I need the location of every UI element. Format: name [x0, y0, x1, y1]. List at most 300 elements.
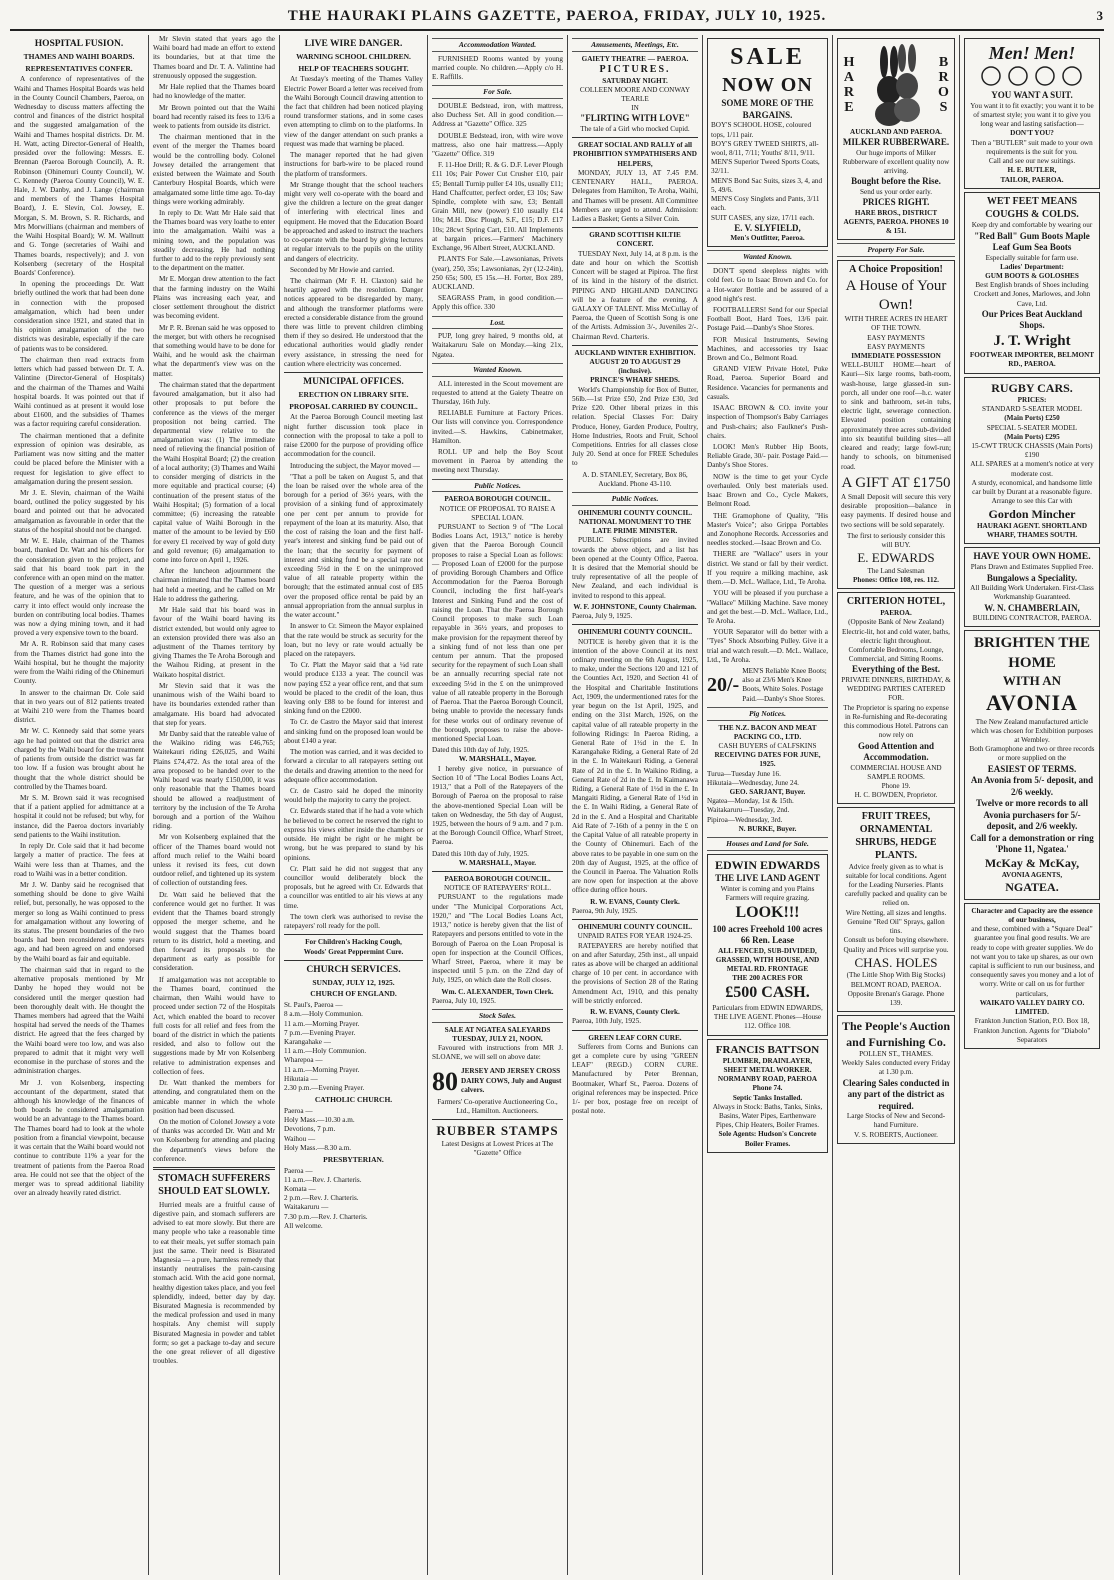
church-name: PRESBYTERIAN.: [323, 1154, 384, 1164]
boots-text: MEN'S Reliable Knee Boots; also at 23/6 Men's Knee Boots, White Soles. Postage Paid.—Danby's Shoe Stores.: [742, 667, 827, 703]
kiltie-heading: GRAND SCOTTISH KILTIE CONCERT.: [589, 231, 681, 249]
sale-item: BOY'S SCHOOL HOSE, coloured tops, 1/11 pair.: [711, 121, 812, 139]
church-line: Holy Mass.—10.30 a.m.: [284, 1116, 355, 1125]
avonia-easiest: EASIEST OF TERMS.: [987, 763, 1077, 774]
ohinemuri3-text: RATEPAYERS are hereby notified that on and after Saturday, 25th inst., all unpaid rates as above will be charged an additional charge of 10 per cent. in accordance with the provisions of Section 28 of the Rating Amendment Act, 1910, and this penalty will be strictly enforced.: [572, 941, 698, 1005]
avonia-text: The New Zealand manufactured article which was chosen for Exhibition purposes at Wembley.: [971, 717, 1093, 744]
gaiety-stars: COLLEEN MOORE AND CONWAY TEARLE: [579, 85, 691, 104]
wright-ad: [964, 192, 1100, 374]
rugby-line: (Main Ports) £295: [1004, 432, 1060, 441]
bacon-line: Ngatea—Monday, 1st & 15th.: [707, 797, 794, 806]
church-line: 2 p.m.—Rev. J. Charteris.: [284, 1194, 359, 1203]
battson-heading: FRANCIS BATTSON: [715, 1043, 820, 1056]
article-paragraph: The chairman mentioned that a definite expression of opinion was desirable, as Parliament was now sitting and the matter could be placed before the Minister with a request for legislation to give effect to amalgamation during the present session.: [14, 431, 144, 486]
live-wire-sub1: WARNING SCHOOL CHILDREN.: [296, 52, 411, 62]
classified-ad: F. 11-Hoe Drill; R. & G. D.F. Lever Plough £11 10s; Pair Power Cut Crusher £10, pair £5; Bentall Turnip puller £4 10s, usually £11; Hand Chaffcutter, perfect order, £3 10s; Saw Spindle, complete with saw, £3; Bentall Grain Mill, new (power) £10 usually £14 10s; M.H. Disc Plough, S.F., £15; D.F. £17 10s; 28cwt Spring Cart, £10. All Implements at bargain prices.—Farmers' Machinery Exchange, 96 Albert Street, AUCKLAND.: [432, 161, 563, 253]
bacon-dates: RECEIVING DATES FOR JUNE, 1925.: [714, 751, 821, 769]
men-dont: DON'T YOU?: [1010, 129, 1054, 138]
auction-clearing: Clearing Sales conducted in any part of the district as required.: [842, 1077, 950, 1111]
section-stock-sales: Stock Sales.: [432, 1009, 563, 1023]
rally-heading: GREAT SOCIAL AND RALLY of all PROHIBITION SYMPATHISERS AND HELPERS,: [573, 141, 697, 168]
butler-ad: [964, 38, 1100, 189]
stock-count: 80: [432, 1066, 458, 1096]
classified-ad: PUP, long grey haired, 9 months old, at Waitakaruru Sale on Monday.—king 21x, Ngatea.: [432, 332, 563, 359]
sale-now-on: NOW ON: [722, 73, 813, 96]
rugby-agent-sub: HAURAKI AGENT. SHORTLAND WHARF, THAMES SOUTH.: [976, 521, 1088, 540]
hospital-fusion-body: [14, 75, 144, 1198]
char-addr: Frankton Junction Station, P.O. Box 18, Frankton Junction. Agents for "Diabolo" Separators: [973, 1017, 1091, 1044]
church-line: Waihou —: [284, 1134, 316, 1143]
avonia-deposit: An Avonia from 5/- deposit, and 2/6 weekly.: [970, 775, 1094, 797]
mckay-sub: AVONIA AGENTS,: [1001, 871, 1063, 880]
criterion-hotel-ad: [837, 592, 955, 804]
classified-ad: NOW is the time to get your Cycle overhauled. Only best materials used. Isaac Brown and Co., Cycle Makers, Belmont Road.: [707, 472, 828, 509]
property-house: A House of Your Own!: [845, 277, 947, 313]
avonia-brighten: BRIGHTEN THE HOME: [973, 635, 1090, 671]
article-paragraph: After the luncheon adjournment the chairman intimated that the Thames board had held a meeting, and he called on Mr Hale to address the gathering.: [153, 567, 275, 603]
article-paragraph: Mr J. von Kolsenberg, inspecting accountant of the department, stated that although his knowledge of the finances of both boards he considered amalgamation would be an advantage to the Thames board. The Thames board had to look at the whole position from a financial viewpoint, because it was certain that the Waihi board would not continue to contribute 11% a year for the treatment of patients from the Paeroa Road area. He could not see that the object of the merger was to spread additional liability over an already heavily rated district.: [14, 1078, 144, 1198]
divider: [284, 934, 423, 935]
sale-sign: E. V. SLYFIELD,: [734, 222, 801, 233]
bacon-line: Pipiroa—Wednesday, 3rd.: [707, 815, 783, 824]
article-paragraph: To Cr. de Castro the Mayor said that interest and sinking fund on the proposed loan would be about £140 a year.: [284, 718, 423, 745]
hospital-fusion-sub1: THAMES AND WAIHI BOARDS.: [23, 52, 135, 62]
column-2: [149, 35, 280, 1575]
peoples-auction-ad: [837, 1015, 955, 1144]
article-paragraph: The chairman then read extracts from letters which had passed between Dr. T. A. Valintine (Director-General of Hospitals) and the chairman of the Thames and Waihi hospital boards. It was pointed out that if Waihi continued as at present it would lose about £1600, and the subsidies of Thames was a factor requiring careful consideration.: [14, 355, 144, 429]
winter-dates: AUGUST 20 TO AUGUST 29 (inclusive).: [589, 358, 681, 376]
classified-ad: LOOK! Men's Rubber Hip Boots, Reliable Grade, 30/- pair. Postage Paid.—Danby's Shoe Stores.: [707, 443, 828, 470]
property-agent-sub: The Land Salesman: [867, 566, 925, 575]
column-6: [703, 35, 833, 1575]
battson-agent: Sole Agents: Hudson's Concrete Boiler Frames.: [718, 1130, 817, 1148]
ohinemuri-sign: W. F. JOHNSTONE, County Chairman.: [573, 602, 697, 611]
winter-heading: AUCKLAND WINTER EXHIBITION.: [574, 348, 696, 357]
divider: [572, 624, 698, 625]
men-text: You want it to fit exactly; you want it to be of smartest style; you want it to give you long wear and lasting satisfaction—: [970, 101, 1094, 129]
classified-ad: GRAND VIEW Private Hotel, Puke Road, Paeroa. Superior Board and Residence. Vacancies for permanents and casuals.: [707, 365, 828, 401]
mckay-heading: McKay & McKay,: [984, 855, 1080, 870]
article-paragraph: Mr J. W. Danby said he recognised that something should be done to give Waihi relief, but, personally, he was opposed to the merger so long as Waihi continued to press for amalgamation without any lowering of its status. The present boundaries of the two boards had been reconsidered some years ago, and had been agreed on and endorsed by the Waihi board as fair and equitable.: [14, 880, 144, 963]
woods-ad-line1: For Children's Hacking Cough,: [305, 938, 402, 947]
sale-item: MEN'S Bond Sac Suits, sizes 3, 4, and 5, 49/6.: [711, 176, 823, 194]
criterion-best: Everything of the Best.: [852, 664, 940, 675]
bacon-line: Hikutaia—Wednesday, June 24.: [707, 778, 799, 787]
battson-ad: [707, 1039, 828, 1153]
holes-ad: [837, 807, 955, 1012]
wet-farm: Especially suitable for farm use.: [985, 253, 1079, 262]
article-paragraph: Mr Hale replied that the Thames board had no knowledge of the matter.: [153, 83, 275, 101]
article-paragraph: Dr. Watt thanked the members for attending, and congratulated them on the amicable manner in which the whole position had been discussed.: [153, 1079, 275, 1115]
divider: [153, 1167, 275, 1170]
auction-stocks: Large Stocks of New and Second-hand Furniture.: [846, 1112, 946, 1130]
criterion-dinners: PRIVATE DINNERS, BIRTHDAY, & WEDDING PARTIES CATERED FOR.: [841, 675, 951, 703]
edwards-property-ad: [837, 260, 955, 589]
criterion-loc: PAEROA.: [880, 609, 912, 618]
boots-ad: [707, 667, 828, 704]
criterion-good: Good Attention and Accommodation.: [857, 740, 935, 763]
church-line: 11 a.m.—Morning Prayer.: [284, 1065, 360, 1074]
sale-item: SUIT CASES, any size, 17/11 each.: [711, 213, 815, 222]
avonia-ad: [964, 630, 1100, 899]
char-text: and these, combined with a "Square Deal" guarantee you final good results. We are ready to cope with greater supplies. We do not want you to take up shares, as our own capital is sufficient to run our business, and consequently saves you money and a lot of worry. Write or call on us for further particulars,: [969, 925, 1095, 998]
article-paragraph: Mr Slevin stated that years ago the Waihi board had made an effort to extend its boundaries, but at that time the Thames board and Dr. T. A. Valintine had strenuously opposed the suggestion.: [153, 35, 275, 80]
auction-weekly: Weekly Sales conducted every Friday at 1.30 p.m.: [841, 1059, 951, 1077]
bacon-line: Waitakaruru—Tuesday, 2nd.: [707, 806, 790, 815]
criterion-heading: CRITERION HOTEL,: [846, 596, 946, 608]
wet-prices: Our Prices Beat Auckland Shops.: [981, 308, 1083, 331]
kiltie-text: TUESDAY Next, July 14, at 8 p.m. is the date and hour on which the Scottish Concert will be staged at Pipiroa. The first of its kind in the history of the district. PIPING AND HIGHLAND DANCING will be a feature of the evening. A GALAXY OF TALENT. Miss McCullay of Paeroa, the Queen of Scottish Song is one of the Artists. Admission 3/-, Juveniles 2/-. Chairman Revd. Charteris.: [572, 249, 698, 341]
sale-items: [711, 121, 824, 222]
page-number: 3: [1096, 8, 1104, 23]
church-line: Devotions, 7 p.m.: [284, 1125, 336, 1134]
article-paragraph: The town clerk was authorised to revise the ratepayers' roll ready for the poll.: [284, 912, 423, 931]
classified-ad: YOUR Separator will do better with a "Tyes" Shock Absorbing Pulley. Give it a trial and watch result.—D. McL. Wallace, Ltd., Te Aroha.: [707, 628, 828, 664]
article-paragraph: Mr von Kolsenberg explained that the officer of the Thames board would not afford much relief to the Waihi board unless it revised its fees, cut down outdoor relief, and tightened up its system of collection of outstanding fees.: [153, 833, 275, 888]
article-paragraph: Mr Hale said that his board was in favour of the Waihi board having its district extended, but would only agree to an extension provided there was also an adjustment of the Thames territory by giving Thames the Te Aroha Borough and the Waihou Riding, at present in the Waikato hospital district.: [153, 606, 275, 679]
church-line: Waitakaruru —: [284, 1203, 329, 1212]
divider: [572, 1030, 698, 1031]
ohinemuri-text: PUBLIC Subscriptions are invited towards the above object, and a list has been opened at the County Office, Paeroa. It is desired that the Memorial should be truly representative of all the people of New Zealand, and each individual is invited to respond to this appeal.: [572, 536, 698, 600]
divider: [432, 871, 563, 872]
article-paragraph: Mr W. C. Kennedy said that some years ago he had pointed out that the district area charged by the Waihi board for the treatment of patients from outside the district was far too low. If a fusion was brought about he thought that the whole district should be controlled by the Thames board.: [14, 727, 144, 791]
bros-letters: [936, 55, 951, 115]
ohinemuri2-heading: OHINEMURI COUNTY COUNCIL.: [577, 628, 693, 637]
divider: [572, 227, 698, 228]
notice-sign: Wm. C. ALEXANDER, Town Clerk.: [441, 987, 554, 996]
men-sign: H. E. BUTLER,: [1007, 166, 1057, 175]
winter-text: World's Championship for Box of Butter, 56lb.—1st Prize £50, 2nd Prize £30, 3rd Prize £20. Other liberal prizes in this relation. Special Classes For: Dairy Produce, Honey, Garden Produce, Poultry, Home Industries, Roots and Fruit, School Competitions. Entries for all classes close July 20. Send at once for FREE Schedules to: [572, 385, 698, 468]
fruit-redoil: Genuine "Red Oil" Sprays, gallon tins.: [847, 917, 945, 936]
battson-stock: Always in Stock: Baths, Tanks, Sinks, Basins, Water Pipes, Earthenware Pipes, Chip Heaters, Boiler Frames.: [712, 1102, 823, 1130]
property-phones: Phones: Office 108, res. 112.: [853, 576, 939, 585]
edwin-particulars: Particulars from EDWIN EDWARDS, THE LIVE AGENT. Phones—House 112. Office 108.: [712, 1003, 823, 1031]
wet-golosh: GUM BOOTS & GOLOSHES: [985, 272, 1079, 281]
article-paragraph: To Cr. Platt the Mayor said that a ¼d rate would produce £133 a year. The council was now paying £52 a year office rent, and that sum would be placed to the credit of the loan, thus leaving only £88 to be found for interest and sinking fund on the £2000.: [284, 661, 423, 716]
hare-word: HARE: [841, 55, 857, 115]
fruit-text: Advice freely given as to what is suitable for local conditions. Agent for the Leading Nurseries. Plants carefully packed and quality can be relied on.: [845, 862, 947, 908]
criterion-owner: H. C. BOWDEN, Proprietor.: [854, 791, 938, 800]
article-paragraph: Mr Slevin said that it was the unanimous wish of the Waihi board to have its boundaries extended rather than amalgamate. His board had advocated that step for years.: [153, 681, 275, 727]
char-sign: WAIKATO VALLEY DAIRY CO. LIMITED.: [979, 998, 1085, 1017]
church-list: [284, 989, 423, 1231]
criterion-prop: The Proprietor is sparing no expense in Re-furnishing and Re-decorating this commodious Hotel. Patrons can now rely on: [843, 703, 949, 740]
green-leaf-text: Sufferers from Corns and Bunions can get a complete cure by using "GREEN LEAF" (REGD.) CORN CURE. Manufactured by Peter Brennan, Bootmaker, Wharf St., Paeroa. Dozens of original references may be inspected. Price 1/- per box, postage free on receipt of postal note.: [572, 1042, 698, 1116]
wright-heading: J. T. Wright: [993, 332, 1071, 349]
hospital-fusion-heading: HOSPITAL FUSION.: [34, 39, 124, 49]
classified-ad: FOOTBALLERS! Send for our Special Football Boot, Hard Toes, 13/6 pair. Postage Paid.—Danby's Shoe Stores.: [707, 305, 828, 333]
classified-ad: ROLL UP and help the Boy Scout movement in Paeroa by attending the meeting next Thursday.: [432, 448, 563, 475]
property-first: The first to seriously consider this will BUY.: [846, 531, 945, 550]
sale-item: BOY'S GREY TWEED SHIRTS, all-wool, 8/11, 7/11; Youths' 8/11, 9/11.: [711, 139, 819, 157]
divider: [572, 345, 698, 346]
notice-date: Paeroa, July 10, 1925.: [432, 996, 496, 1005]
bros-word: BROS: [936, 55, 951, 115]
rugby-cars-ad: [964, 377, 1100, 545]
holes-sub: (The Little Shop With Big Stocks) BELMONT ROAD, PAEROA. Opposite Brenan's Garage. Phone 139.: [846, 971, 946, 1008]
woods-ad-line2: Woods' Great Peppermint Cure.: [303, 947, 404, 956]
article-paragraph: Cr. Platt said he did not suggest that any councillor would deliberately block the proposals, but he agreed with Cr. Edwards that a councillor was entitled to air his views at any time.: [284, 864, 423, 910]
column-5: [568, 35, 703, 1575]
article-paragraph: The chairman said that in regard to the alternative proposals mentioned by Mr Danby he hoped they would not be considered until the merger question had been thoroughly dealt with. He thought the Thames members had agreed that the Waihi hospital had served the needs of the Thames district. He agreed that the fees charged by the Waihi board were too low, and was also prepared to admit that it might very well economise in the purchase of stores and the administration charges.: [14, 965, 144, 1076]
classified-ad: RELIABLE Furniture at Factory Prices. Our lists will convince you. Correspondence invited.—S. Hawkins, Cabinetmaker, Hamilton.: [432, 409, 563, 445]
property-deposit: A Small Deposit will secure this very desirable proposition—balance in easy payments. If desired house and two sections will be sold separately.: [841, 492, 951, 529]
article-paragraph: In reply Dr. Cole said that it had become largely a matter of practice. The fees at Waihi were less than at Thames, and the road to Waihi was in a better condition.: [14, 842, 144, 878]
article-paragraph: In reply to Dr. Watt Mr Hale said that the Thames board was very loathe to enter into the amalgamation. Waihi was a mining town, and the population was steadily decreasing. He had nothing further to add to the reply previously sent to the department on the matter.: [153, 208, 275, 273]
article-paragraph: Seconded by Mr Howie and carried.: [290, 265, 395, 274]
hare-prices: PRICES RIGHT.: [862, 197, 930, 208]
notice-text: PURSUANT to Section 9 of "The Local Bodies Loans Act, 1913," notice is hereby given that the Paeroa Borough Council proposes to raise a Special Loan as follows: — Proposed Loan of £2000 for the purpose of providing Borough Chambers and Office Accommodation for the Paeroa Borough Council, including the first half-year's Interest and Sinking Fund and the cost of raising the Loan. That the Paeroa Borough Council proposes to make such Loan repayable in 36½ years, and proposes to make provision for the repayment thereof by a sinking fund of not less than one per centum per annum. That the proposed security for the repayment of such Loan shall be an annually recurring special rate not exceeding 5½d in the £ on the unimproved value of all rateable property in the Borough of Paeroa. That the Paeroa Borough Council, being unable to provide the necessary funds for these works out of ordinary revenue of the borough, proposes to raise the above-mentioned Special Loan.: [432, 522, 563, 743]
hare-send: Send us your order early.: [860, 187, 932, 196]
criterion-rooms: Comfortable Bedrooms, Lounge, Commercial, and Sitting Rooms.: [848, 646, 944, 664]
article-paragraph: Introducing the subject, the Mayor moved —: [290, 461, 420, 470]
notice-heading: PAEROA BOROUGH COUNCIL.: [444, 875, 551, 884]
article-paragraph: The chairman mentioned that in the event of the merger the Thames board would be the controlling body. Colonel Jowsey detailed the arrangement that existed between the Waimate and South Canterbury Hospital Boards, which were amalgamated some little time ago. To-day things were working admirably.: [153, 133, 275, 206]
article-paragraph: In opening the proceedings Dr. Watt briefly outlined the work that had been done in connection with the proposed amalgamation, which had been under consideration since 1921, and stated that in his opinion amalgamation of the two districts was desirable, especially if the care of patients was to be considered.: [14, 280, 144, 353]
article-paragraph: On the motion of Colonel Jowsey a vote of thanks was accorded Dr. Watt and Mr von Kolsenberg for attending and placing the department's views before the conference.: [153, 1117, 275, 1163]
stock-date: TUESDAY, JULY 21, NOON.: [452, 1034, 543, 1043]
church-line: 11 a.m.—Morning Prayer.: [284, 1019, 360, 1028]
gaiety-in: IN: [631, 104, 639, 113]
church-line: St. Paul's, Paeroa —: [284, 1001, 343, 1010]
classified-ad: PLANTS For Sale.—Lawsonianas, Privets (year), 250, 35s; Lawsonianas, 2yr (12-24in), 250 65s; 500, £5 15s.—H. Forter, Box 289, AUCKLAND.: [432, 255, 563, 291]
section-amusements: Amusements, Meetings, Etc.: [572, 38, 698, 52]
classified-ad: ALL interested in the Scout movement are requested to attend at the Gaiety Theatre on Thursday, 16th July.: [432, 379, 563, 406]
edwin-fenced: ALL FENCED, SUB-DIVIDED, GRASSED, WITH HOUSE, AND METAL RD. FRONTAGE: [715, 946, 820, 973]
gaiety-heading: GAIETY THEATRE — PAEROA.: [581, 54, 689, 63]
avonia-twelve: Twelve or more records to all Avonia purchasers for 5/- deposit, and 2/6 weekly.: [975, 798, 1089, 832]
property-easy2: EASY PAYMENTS: [867, 342, 925, 351]
home-sign2: BUILDING CONTRACTOR, PAEROA.: [972, 614, 1092, 623]
classified-ad: FURNISHED Rooms wanted by young married couple. No children.—Apply c/o H. E. Raffills.: [432, 54, 563, 82]
divider: [284, 372, 423, 373]
columns: [10, 35, 1104, 1575]
stock-lot-text: JERSEY AND JERSEY CROSS DAIRY COWS, July and August calvers.: [461, 1067, 562, 1094]
article-paragraph: "That a poll be taken on August 5, and that the loan be raised over the whole area of the borough for a period of 36½ years, with the provision of a sinking fund of approximately one per cent per annum to provide for repayment of the loan at its maturity. Also, that the cost of raising the loan and the first half-year's interest and sinking fund be paid out of the loan; that the security for payment of interest and sinking fund be a special rate not exceeding 5½d in the £ on the unimproved value of all rateable property within the borough; that the estimated annual cost of £85 over the proposed office rental be paid by an annual appropriation from the annual surplus in the water account.": [284, 472, 423, 620]
men-want: YOU WANT A SUIT.: [991, 90, 1073, 101]
classified-ad: DOUBLE Bedstead, iron, with wire wove mattress, also one hair mattress.—Apply "Gazette" Office. 319: [432, 131, 563, 158]
classified-ad: ISAAC BROWN & CO. invite your inspection of Thompson's Baby Carriages and Push-chairs; also Faulkner's Push-chairs.: [707, 404, 828, 440]
criterion-opp: (Opposite Bank of New Zealand): [848, 618, 944, 627]
edwin-sub: THE LIVE LAND AGENT: [715, 873, 820, 884]
rugby-line: STANDARD 5-SEATER MODEL: [981, 405, 1083, 414]
article-paragraph: A conference of representatives of the Waihi and Thames Hospital Boards was held in the County Council Chambers, Paeroa, on Wednesday to discuss matters affecting the control and finances of the district hospital and the suggested amalgamation of the Waihi and Thames hospital districts. Dr. M. H. Watt, acting Director-General of Health, presided over the following: Messrs. E. Brennan (Paeroa Borough Council), A. R. Robinson (Ohinemuri County Council), W. C. Kennedy (Paeroa County Council), W. E. Hale, J. W. Danby, and J. Lange (chairman and members of the Thames Hospital Board), J. E. Slevin, Col. Jowsey, E. Morgan, S. M. Brown, S. R. Richards, and Mrs Morwillians (chairman and members of the Waihi Hospital Board); W. M. Wallnutt and G. Tonge (secretaries of Waihi and Thames boards, respectively); and J. von Kolsenberg (secretary of the Hospital Boards' Conference).: [14, 75, 144, 277]
notice-dated: Dated this 10th day of July, 1925.: [432, 849, 529, 858]
church-line: Komata —: [284, 1184, 316, 1193]
fruit-consult: Consult us before buying elsewhere. Quality and Prices will surprise you.: [843, 936, 949, 954]
rugby-line: SPECIAL 5-SEATER MODEL: [986, 423, 1078, 432]
municipal-sub2: PROPOSAL CARRIED BY COUNCIL.: [289, 401, 418, 411]
column-4: [428, 35, 568, 1575]
green-leaf-heading: GREEN LEAF CORN CURE.: [588, 1033, 682, 1042]
property-gift: A GIFT AT £1750: [841, 474, 951, 491]
wet-brands: Best English brands of Shoes including Crockett and Jones, Marlowes, and John Cave, Ltd.: [973, 281, 1091, 308]
article-paragraph: Cr. Edwards stated that if he had a vote which he believed to be correct he reserved the right to express his views either inside the chambers or outside. He might be right or he might be wrong, but he was prepared to stand by his opinions.: [284, 807, 423, 862]
divider: [432, 1119, 563, 1120]
article-paragraph: The manager reported that he had given instructions for barb-wire to be placed round the platform of transformers.: [284, 151, 423, 178]
wet-heading: WET FEET MEANS COUGHS & COLDS.: [985, 195, 1079, 220]
bacon-buyer: GEO. SARJANT, Buyer.: [729, 788, 806, 797]
sale-heading: SALE: [730, 44, 805, 70]
avonia-with: WITH AN: [1002, 672, 1062, 688]
chamberlain-ad: [964, 547, 1100, 627]
section-accommodation: Accommodation Wanted.: [432, 38, 563, 52]
wet-text: Keep dry and comfortable by wearing our: [971, 221, 1093, 230]
ohinemuri-sub: NATIONAL MONUMENT TO THE LATE PRIME MINISTER.: [578, 517, 692, 536]
notice-sign: W. MARSHALL, Mayor.: [458, 755, 537, 764]
rugby-line: (Main Ports) £250: [1004, 414, 1060, 423]
hare-bought: Bought before the Rise.: [851, 176, 941, 187]
church-line: 11 a.m.—Holy Communion.: [284, 1047, 367, 1056]
wright-sub: FOOTWEAR IMPORTER, BELMONT RD., PAEROA.: [969, 351, 1095, 369]
ohinemuri2-text: NOTICE is hereby given that it is the intention of the above Council at its next ordinary meeting on the 6th August, 1925, to make, under the Sections 120 and 121 of the Counties Act, 1920, and Section 41 of the Hospital and Charitable Institutions Act, 1909, the undermentioned rates for the year begun on the 1st April, 1925, and ending on the 31st March, 1926, on the capital value of all rateable property in the following Ridings: In Paeroa Riding, a General Rate of 1½d in the £. In Karangahake Riding, a General Rate of 2d in the £. In Waitekauri Riding, a General Rate of 2d in the £. In Waikino Riding, a General Rate of 2d in the £. In Kaimanawa Riding, a General Rate of 1½d in the £. In Mangaiti Riding, a General Rate of 1½d in the £. In Waihi Riding, a General Rate of 2d in the £. And a Hospital and Charitable Aid Rate of 7-16th of a penny in the £ on the Capital Value of all rateable property in the County of Ohinemuri. Each of the above rates to be payable in one sum on the 20th day of August, 1925, at the office of the Council in Paeroa. The Valuation Rolls are now open for inspection at the above office during office hours.: [572, 637, 698, 895]
home-heading: HAVE YOUR OWN HOME.: [973, 552, 1091, 563]
gaiety-night: SATURDAY NIGHT.: [602, 76, 668, 85]
church-line: Paeroa —: [284, 1106, 313, 1115]
article-paragraph: The motion was carried, and it was decided to forward a circular to all ratepayers setting out the details and drawing attention to the need for adequate office accommodation.: [284, 748, 423, 784]
winter-venue: PRINCE'S WHARF SHEDS.: [590, 376, 680, 385]
column-1: [10, 35, 149, 1575]
article-paragraph: Mr A. R. Robinson said that many cases from the Thames district had gone into the Waihi hospital, but he thought the majority were from the Waihi riding of the Ohinemuri County.: [14, 640, 144, 686]
article-paragraph: Mr J. E. Slevin, chairman of the Waihi board, outlined the policy suggested by his board and pointed out that he advocated amalgamation as favourable in order that the status of the hospital should not be changed.: [14, 488, 144, 534]
rubber-stamps-heading: RUBBER STAMPS: [436, 1123, 559, 1139]
article-paragraph: Mr Brown pointed out that the Waihi board had recently raised its fees to 13/6 a week to patients from outside its district.: [153, 103, 275, 130]
section-public-notices: Public Notices.: [432, 479, 563, 493]
ohinemuri-heading: OHINEMURI COUNTY COUNCIL.: [577, 508, 693, 517]
section-pig-notices: Pig Notices.: [707, 707, 828, 721]
church-line: Karangahake —: [284, 1037, 331, 1046]
column-8: [960, 35, 1104, 1575]
divider: [572, 137, 698, 138]
municipal-sub1: ERECTION ON LIBRARY SITE.: [298, 390, 409, 400]
article-paragraph: In answer to the chairman Dr. Cole said that in two years out of 812 patients treated at Waihi 210 were from the Thames board district.: [14, 688, 144, 725]
wet-ladies: Ladies' Department:: [1000, 262, 1064, 271]
edwin-for: THE 200 ACRES FOR: [732, 974, 803, 983]
fruit-wire: Wire Netting, all sizes and lengths.: [845, 908, 947, 917]
men-heading: Men! Men!: [988, 43, 1076, 63]
church-name: CHURCH OF ENGLAND.: [310, 989, 397, 999]
notice-sub: NOTICE OF RATEPAYERS' ROLL.: [444, 884, 551, 893]
property-heading: A Choice Proposition!: [849, 263, 943, 275]
article-paragraph: Mr E. Morgan drew attention to the fact that the farming industry on the Waihi Plains was increasing each year, and closer settlement throughout the district was becoming evident.: [153, 275, 275, 321]
article-paragraph: If amalgamation was not acceptable to the Thames board, continued the chairman, then Waihi would have to proceed under section 72 of the Hospitals Act, which enabled the board to recover full costs for all relief and fees from the board of the district in which the patients resided, and also to follow out the suggestions made by Mr von Kolsenberg relative to administration expenses and collection of fees.: [153, 975, 275, 1076]
church-line: 2.30 p.m.—Evening Prayer.: [284, 1084, 365, 1093]
classified-ad: DOUBLE Bedstead, iron, with mattress, also Duchess Set. All in good condition.—Address at "Gazette" Office. 325: [432, 101, 563, 129]
men-call: Call and see our new suitings.: [988, 157, 1076, 166]
ohinemuri3-sign: R. W. EVANS, County Clerk.: [590, 1008, 680, 1017]
edwin-offer: 100 acres Freehold 100 acres 66 Ren. Lease: [712, 923, 823, 946]
rugby-agent: Gordon Mincher: [988, 506, 1076, 521]
section-lost: Lost.: [432, 316, 563, 330]
notice-text: PURSUANT to the regulations made under "The Municipal Corporations Act, 1920," and "The Local Bodies Loans Act, 1913," notice is hereby given that the list of Ratepayers and persons entitled to vote in the Borough of Paeroa on the Loan Proposal is open for inspection at the Council Offices, Wharf Street, Paeroa, where it may be inspected until 5 p.m. on the 22nd day of July, 1925, on which date the Roll closes.: [432, 893, 563, 985]
avonia-both: Both Gramophone and two or three records or more supplied on the: [969, 745, 1095, 763]
char-heading: Character and Capacity are the essence of our business,: [971, 906, 1093, 924]
stock-sign: Farmers' Co-operative Auctioneering Co., Ltd., Hamilton. Auctioneers.: [437, 1097, 558, 1116]
church-line: Hikutaia —: [284, 1074, 318, 1083]
hospital-fusion-sub2: REPRESENTATIVES CONFER.: [25, 63, 133, 73]
hare-bros-ad: [837, 38, 955, 240]
church-line: 11 a.m.—Rev. J. Charteris.: [284, 1175, 362, 1184]
article-paragraph: Mr Strange thought that the school teachers might very well co-operate with the board and give the children a lecture on the great danger of interfering with electrical lines and equipment. He moved that the Education Board be approached and asked to instruct the teachers to co-operate with the board by giving lectures at regular intervals to the pupils on the utility and dangers of electricity.: [284, 180, 423, 263]
article-paragraph: In answer to Cr. Simeon the Mayor explained that the rate would be struck as security for the loan, but no levy or rate would actually be placed on the ratepayers.: [284, 622, 423, 658]
bacon-line: Turua—Tuesday June 16.: [707, 769, 781, 778]
ohinemuri2-sign: R. W. EVANS, County Clerk.: [590, 897, 680, 906]
edwin-text: Winter is coming and you Plains Farmers will require grazing.: [720, 884, 815, 902]
church-line: Wharepoa —: [284, 1056, 323, 1065]
property-acres: WITH THREE ACRES IN HEART OF THE TOWN.: [844, 315, 948, 333]
men-sign2: TAILOR, PAEROA.: [1000, 175, 1064, 184]
mckay-loc: NGATEA.: [1005, 880, 1059, 895]
rugby-prices: PRICES:: [1017, 395, 1047, 404]
church-line: All welcome.: [284, 1221, 323, 1230]
slyfield-ad: [707, 38, 828, 247]
rubber-stamps-sub: Latest Designs at Lowest Prices at The "Gazette" Office: [441, 1139, 554, 1158]
criterion-phone: Phone 19.: [881, 781, 911, 790]
bacon-heading: THE N.Z. BACON AND MEAT PACKING CO., LTD.: [718, 723, 817, 741]
article-paragraph: At Tuesday's meeting of the Thames Valley Electric Power Board a letter was received from the Waihi Borough Council drawing attention to the fact that children had been noticed playing round transformer stations, and in some cases even attempting to climb on to the platforms. In view of the danger attendant on such pranks a request was made that warning be placed.: [284, 75, 423, 148]
section-property: Property For Sale.: [837, 243, 955, 257]
property-desc: WELL-BUILT HOME—heart of Kauri—Six large rooms, bath-room, wash-house, large glassed-in sun-porch, all under one roof—h.c. water to sink and bathroom, set-in tubs, electric light, sewerage connection. Elevated position containing approximately three acres sub-divided into six beautiful building sites—all cleared and ready; large fowl-run; handy to schools, on bitumenised road.: [841, 361, 951, 471]
boots-price: 20/-: [707, 673, 740, 696]
auction-addr: POLLEN ST., THAMES.: [859, 1050, 933, 1058]
men-butler: Then a "BUTLER" suit made to your own requirements is the suit for you.: [971, 138, 1093, 156]
stock-heading: SALE AT NGATEA SALEYARDS: [444, 1025, 551, 1034]
sale-sub: SOME MORE OF THE BARGAINS.: [721, 98, 814, 120]
masthead: [10, 8, 1104, 31]
stomach-text: Hurried meals are a fruitful cause of digestive pain, and stomach sufferers are advised to eat more slowly. But there are many people who take a reasonable time to eat their meals, yet suffer stomach pain just the same. Their need is Bisurated Magnesia — a pure, harmless remedy that instantly neutralises the pain-causing stomach acid. With the acid gone normal, healthy digestion takes place, and you feel splendidly, indeed, better day by day. Bisurated Magnesia is recommended by the medical profession and used in many hospitals. Any chemist will supply Bisurated Magnesia in powder and tablet form; so get a package to-day and secure the one great reliever of all digestive troubles.: [153, 1200, 275, 1366]
article-paragraph: Cr. de Castro said he doped the minority would help the majority to carry the project.: [284, 787, 423, 805]
church-line: 8 a.m.—Holy Communion.: [284, 1010, 363, 1019]
edwin-price: £500 CASH.: [725, 984, 810, 1002]
hare-text: Our huge imports of Milker Rubberware of excellent quality now arriving.: [842, 148, 950, 176]
rugby-spares: ALL SPARES at a moment's notice at very moderate cost.: [970, 460, 1094, 478]
ohinemuri3-date: Paeroa, 10th July, 1925.: [572, 1017, 642, 1026]
classified-ad: SEAGRASS Pram, in good condition.—Apply this office. 330: [432, 294, 563, 312]
gaiety-pictures: PICTURES.: [599, 63, 671, 75]
bacon-sub: CASH BUYERS of CALFSKINS: [718, 741, 817, 750]
sale-item: MEN'S Cosy Singlets and Pants, 3/11 each.: [711, 195, 820, 213]
stock-lot: [432, 1065, 563, 1098]
classified-ad: FOR Musical Instruments, Sewing Machines, and accessories try Isaac Brown and Co., Belmont Road.: [707, 335, 828, 363]
section-houses-land: Houses and Land for Sale.: [707, 837, 828, 851]
notice-dated: Dated this 10th day of July, 1925.: [432, 746, 529, 755]
battson-addr: NORMANBY ROAD, PAEROA Phone 74.: [717, 1075, 818, 1093]
municipal-heading: MUNICIPAL OFFICES.: [303, 377, 404, 388]
avonia-call: Call for a demonstration or ring 'Phone 11, Ngatea.': [970, 832, 1094, 855]
wet-product: "Red Ball" Gum Boots Maple Leaf Gum Sea Boots: [974, 230, 1090, 253]
article-paragraph: Mr P. R. Brenan said he was opposed to the merger, but with others he recognised that something would have to be done for Waihi, and he would ask the chairman what the department's view was on the matter.: [153, 323, 275, 378]
classified-ad: THE Gramophone of Quality, "His Master's Voice"; also Grippa Portables and Zonophone Records. Accessories and needles stocked.—Isaac Brown and Co.: [707, 511, 828, 548]
fruit-heading: FRUIT TREES, ORNAMENTAL SHRUBS, HEDGE PLANTS.: [855, 811, 937, 861]
avonia-name: AVONIA: [986, 690, 1078, 716]
home-bungalow: Bungalows a Speciality.: [986, 572, 1078, 583]
ohinemuri3-sub: UNPAID RATES FOR YEAR 1924-25.: [577, 932, 693, 941]
divider: [572, 919, 698, 920]
waikato-dairy-ad: [964, 903, 1100, 1049]
church-line: Holy Mass.—8.30 a.m.: [284, 1143, 352, 1152]
church-date: SUNDAY, JULY 12, 1925.: [312, 977, 395, 987]
article-paragraph: Mr S. M. Brown said it was recognised that if a patient applied for admittance at a hospital it could not be refused; but why, for instance, did the Paeroa doctors invariably send patients to the Waihi institution.: [14, 793, 144, 839]
battson-sub: PLUMBER, DRAINLAYER, SHEET METAL WORKER.: [722, 1056, 813, 1074]
battson-tanks: Septic Tanks Installed.: [732, 1093, 803, 1102]
church-name: CATHOLIC CHURCH.: [314, 1095, 393, 1105]
live-wire-heading: LIVE WIRE DANGER.: [304, 39, 403, 49]
sale-item: MEN'S Superior Tweed Sports Coats, 32/11.: [711, 158, 820, 176]
notice-sign: W. MARSHALL, Mayor.: [458, 858, 537, 867]
notice-sub: NOTICE OF PROPOSAL TO RAISE A SPECIAL LOAN.: [439, 504, 556, 522]
stock-text: Favoured with instructions from MR J. SLOANE, we will sell on above date:: [432, 1044, 563, 1062]
home-sign: W. N. CHAMBERLAIN,: [984, 602, 1080, 613]
